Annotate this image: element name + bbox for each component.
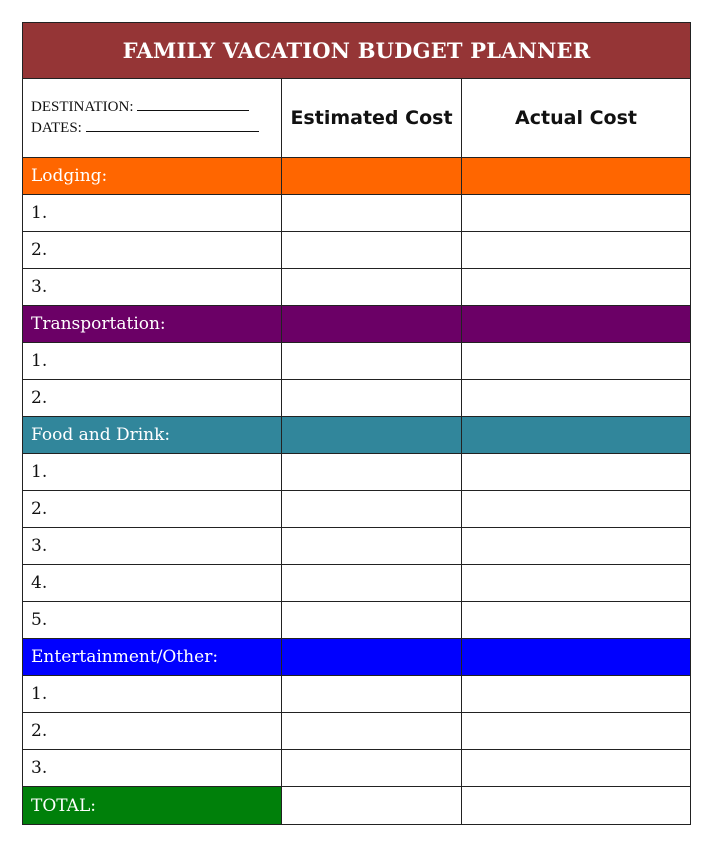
item-number[interactable]: 3. (23, 528, 282, 565)
table-row (23, 750, 691, 787)
table-row (23, 454, 691, 491)
table-row (23, 528, 691, 565)
estimated-cost-cell[interactable] (282, 380, 462, 417)
estimated-cost-cell[interactable] (282, 713, 462, 750)
table-row (23, 269, 691, 306)
destination-label: DESTINATION: (31, 99, 134, 115)
table-row (23, 491, 691, 528)
table-row (23, 195, 691, 232)
dates-line (31, 118, 281, 139)
item-number[interactable]: 2. (23, 713, 282, 750)
actual-cost-cell[interactable] (462, 195, 691, 232)
actual-cost-cell[interactable] (462, 158, 691, 195)
actual-cost-cell[interactable] (462, 343, 691, 380)
item-number[interactable]: 3. (23, 269, 282, 306)
item-number[interactable]: 1. (23, 343, 282, 380)
section-label: Lodging: (23, 158, 282, 195)
item-number[interactable]: 4. (23, 565, 282, 602)
section-label: Food and Drink: (23, 417, 282, 454)
actual-cost-cell[interactable] (462, 676, 691, 713)
header-row (23, 79, 691, 158)
section-food-and-drink (23, 417, 691, 454)
total-row (23, 787, 691, 825)
table-row (23, 565, 691, 602)
estimated-cost-cell[interactable] (282, 343, 462, 380)
estimated-cost-cell[interactable] (282, 528, 462, 565)
actual-cost-cell[interactable] (462, 602, 691, 639)
trip-info-cell (23, 79, 282, 158)
estimated-total-cell[interactable] (282, 787, 462, 825)
table-row (23, 232, 691, 269)
actual-cost-header: Actual Cost (462, 79, 691, 158)
estimated-cost-cell[interactable] (282, 232, 462, 269)
section-label: Entertainment/Other: (23, 639, 282, 676)
title-row (23, 23, 691, 79)
section-entertainment-other (23, 639, 691, 676)
table-row (23, 676, 691, 713)
actual-cost-cell[interactable] (462, 639, 691, 676)
destination-line (31, 97, 281, 118)
budget-planner-sheet (22, 22, 690, 825)
actual-cost-cell[interactable] (462, 417, 691, 454)
item-number[interactable]: 5. (23, 602, 282, 639)
estimated-cost-header: Estimated Cost (282, 79, 462, 158)
table-row (23, 602, 691, 639)
item-number[interactable]: 3. (23, 750, 282, 787)
dates-label: DATES: (31, 120, 82, 136)
actual-cost-cell[interactable] (462, 380, 691, 417)
actual-cost-cell[interactable] (462, 528, 691, 565)
estimated-cost-cell[interactable] (282, 565, 462, 602)
item-number[interactable]: 2. (23, 491, 282, 528)
estimated-cost-cell[interactable] (282, 195, 462, 232)
actual-cost-cell[interactable] (462, 491, 691, 528)
actual-total-cell[interactable] (462, 787, 691, 825)
estimated-cost-cell[interactable] (282, 676, 462, 713)
actual-cost-cell[interactable] (462, 232, 691, 269)
item-number[interactable]: 1. (23, 676, 282, 713)
section-lodging (23, 158, 691, 195)
estimated-cost-cell[interactable] (282, 491, 462, 528)
item-number[interactable]: 2. (23, 232, 282, 269)
estimated-cost-cell[interactable] (282, 306, 462, 343)
section-label: Transportation: (23, 306, 282, 343)
table-row (23, 380, 691, 417)
estimated-cost-cell[interactable] (282, 269, 462, 306)
estimated-cost-cell[interactable] (282, 454, 462, 491)
estimated-cost-cell[interactable] (282, 158, 462, 195)
actual-cost-cell[interactable] (462, 269, 691, 306)
actual-cost-cell[interactable] (462, 713, 691, 750)
actual-cost-cell[interactable] (462, 454, 691, 491)
table-row (23, 343, 691, 380)
item-number[interactable]: 1. (23, 195, 282, 232)
table-row (23, 713, 691, 750)
dates-field[interactable] (86, 118, 259, 132)
section-transportation (23, 306, 691, 343)
estimated-cost-cell[interactable] (282, 639, 462, 676)
estimated-cost-cell[interactable] (282, 602, 462, 639)
actual-cost-cell[interactable] (462, 306, 691, 343)
actual-cost-cell[interactable] (462, 565, 691, 602)
destination-field[interactable] (137, 97, 249, 111)
item-number[interactable]: 2. (23, 380, 282, 417)
actual-cost-cell[interactable] (462, 750, 691, 787)
page-title: FAMILY VACATION BUDGET PLANNER (23, 23, 691, 79)
estimated-cost-cell[interactable] (282, 750, 462, 787)
total-label: TOTAL: (23, 787, 282, 825)
estimated-cost-cell[interactable] (282, 417, 462, 454)
item-number[interactable]: 1. (23, 454, 282, 491)
budget-table (22, 22, 691, 825)
